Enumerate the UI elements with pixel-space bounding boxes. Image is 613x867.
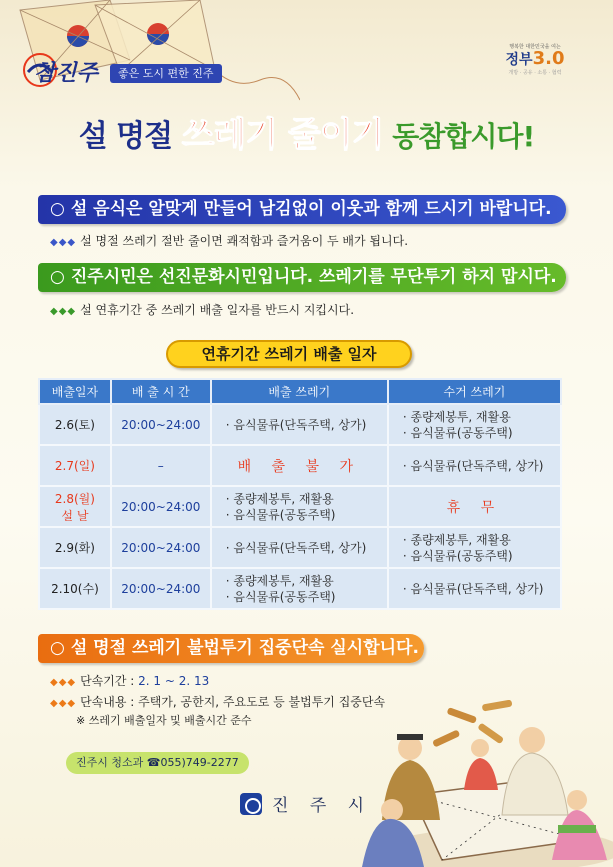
discharge-item: · 종량제봉투, 재활용: [225, 491, 334, 506]
schedule-title: 연휴기간 쓰레기 배출 일자: [166, 340, 412, 368]
row-discharge: [211, 527, 388, 568]
discharge-item: · 음식물류(공동주택): [225, 507, 336, 522]
collect-item: · 음식물류(공동주택): [402, 425, 513, 440]
crackdown-period: [50, 672, 209, 689]
crackdown-period-label: 단속기간 :: [80, 674, 139, 688]
city-name: 진 주 시: [272, 796, 373, 816]
diamond-bullets-icon: ◆◆◆: [50, 698, 77, 709]
row-date: 2.10(수): [39, 568, 111, 609]
row-time: 20:00~24:00: [111, 568, 211, 609]
row-date: [39, 486, 111, 527]
header-collect: 수거 쓰레기: [388, 379, 561, 404]
row-date: 2.6(토): [39, 404, 111, 445]
section2-title: 진주시민은 선진문화시민입니다. 쓰레기를 무단투기 하지 맙시다.: [70, 267, 557, 287]
collect-item: · 음식물류(단독주택, 상가): [402, 581, 544, 596]
section3-title: 설 명절 쓰레기 불법투기 집중단속 실시합니다.: [70, 638, 419, 658]
section2-banner: [38, 263, 566, 292]
row-discharge: [211, 445, 388, 486]
table-row: [39, 486, 561, 527]
row-holiday: 설 날: [61, 508, 89, 523]
discharge-item: · 음식물류(단독주택, 상가): [225, 540, 367, 555]
schedule-table: [38, 378, 562, 610]
city-slogan: 좋은 도시 편한 진주: [110, 64, 222, 83]
row-time: 20:00~24:00: [111, 404, 211, 445]
section1-subtext: [50, 232, 408, 249]
crackdown-content: [50, 693, 385, 710]
section2-sub-text: 설 연휴기간 중 쓰레기 배출 일자를 반드시 지킵시다.: [80, 303, 355, 317]
collect-closed: 휴 무: [446, 499, 503, 516]
section1-sub-text: 설 명절 쓰레기 절반 줄이면 쾌적함과 즐거움이 두 배가 됩니다.: [80, 234, 409, 248]
collect-item: · 종량제봉투, 재활용: [402, 532, 511, 547]
headline-part1: 설 명절: [78, 119, 182, 154]
table-row: [39, 404, 561, 445]
headline-part3: 동참합시다!: [383, 120, 535, 153]
row-discharge: [211, 486, 388, 527]
collect-item: · 종량제봉투, 재활용: [402, 409, 511, 424]
row-collect: [388, 527, 561, 568]
discharge-unavailable: 배 출 불 가: [237, 458, 362, 475]
row-time: 20:00~24:00: [111, 486, 211, 527]
row-date: 2.7(일): [39, 445, 111, 486]
table-row: [39, 445, 561, 486]
gov-logo-number: 3.0: [532, 48, 565, 69]
section2-circle-icon: ○: [50, 267, 65, 287]
headline: [0, 112, 613, 160]
gov-logo-prefix: 정부: [505, 52, 533, 68]
crackdown-content-text: 단속내용 : 주택가, 공한지, 주요도로 등 불법투기 집중단속: [80, 695, 386, 709]
row-date: 2.9(화): [39, 527, 111, 568]
row-discharge: [211, 404, 388, 445]
gov-3-0-logo: [496, 44, 574, 96]
row-time: –: [111, 445, 211, 486]
section3-circle-icon: ○: [50, 638, 65, 658]
row-collect: [388, 486, 561, 527]
city-emblem-icon: [240, 793, 262, 815]
collect-item: · 음식물류(단독주택, 상가): [402, 458, 544, 473]
table-row: [39, 527, 561, 568]
section3-banner: [38, 634, 424, 663]
schedule-header-row: [39, 379, 561, 404]
diamond-bullets-icon: ◆◆◆: [50, 677, 77, 688]
discharge-item: · 음식물류(공동주택): [225, 589, 336, 604]
row-collect: [388, 404, 561, 445]
table-row: [39, 568, 561, 609]
diamond-bullets-icon: ◆◆◆: [50, 306, 77, 317]
section2-subtext: [50, 301, 354, 318]
section1-circle-icon: ○: [50, 199, 65, 219]
row-discharge: [211, 568, 388, 609]
family-yutnori-illustration: [352, 700, 613, 867]
row-collect: [388, 445, 561, 486]
row-collect: [388, 568, 561, 609]
section1-title: 설 음식은 알맞게 만들어 남김없이 이웃과 함께 드시기 바랍니다.: [70, 199, 552, 219]
header-time: 배 출 시 간: [111, 379, 211, 404]
gov-logo-main: [496, 50, 574, 69]
section1-banner: [38, 195, 566, 224]
row-date-text: 2.8(월): [54, 491, 95, 506]
gov-logo-subtitle: 개방 · 공유 · 소통 · 협력: [508, 70, 562, 76]
headline-part2: 쓰레기 줄이기: [181, 115, 384, 155]
crackdown-note: ※ 쓰레기 배출일자 및 배출시간 준수: [76, 714, 252, 727]
contact-badge: 진주시 청소과 ☎055)749-2277: [66, 752, 249, 774]
row-time: 20:00~24:00: [111, 527, 211, 568]
city-brand-logo-text: 참진주: [34, 60, 98, 86]
crackdown-period-value: 2. 1 ~ 2. 13: [138, 674, 210, 688]
gov-logo-tagline: 행복한 대한민국을 여는: [509, 44, 561, 50]
header-discharge: 배출 쓰레기: [211, 379, 388, 404]
diamond-bullets-icon: ◆◆◆: [50, 237, 77, 248]
discharge-item: · 음식물류(단독주택, 상가): [225, 417, 367, 432]
header-date: 배출일자: [39, 379, 111, 404]
collect-item: · 음식물류(공동주택): [402, 548, 513, 563]
discharge-item: · 종량제봉투, 재활용: [225, 573, 334, 588]
